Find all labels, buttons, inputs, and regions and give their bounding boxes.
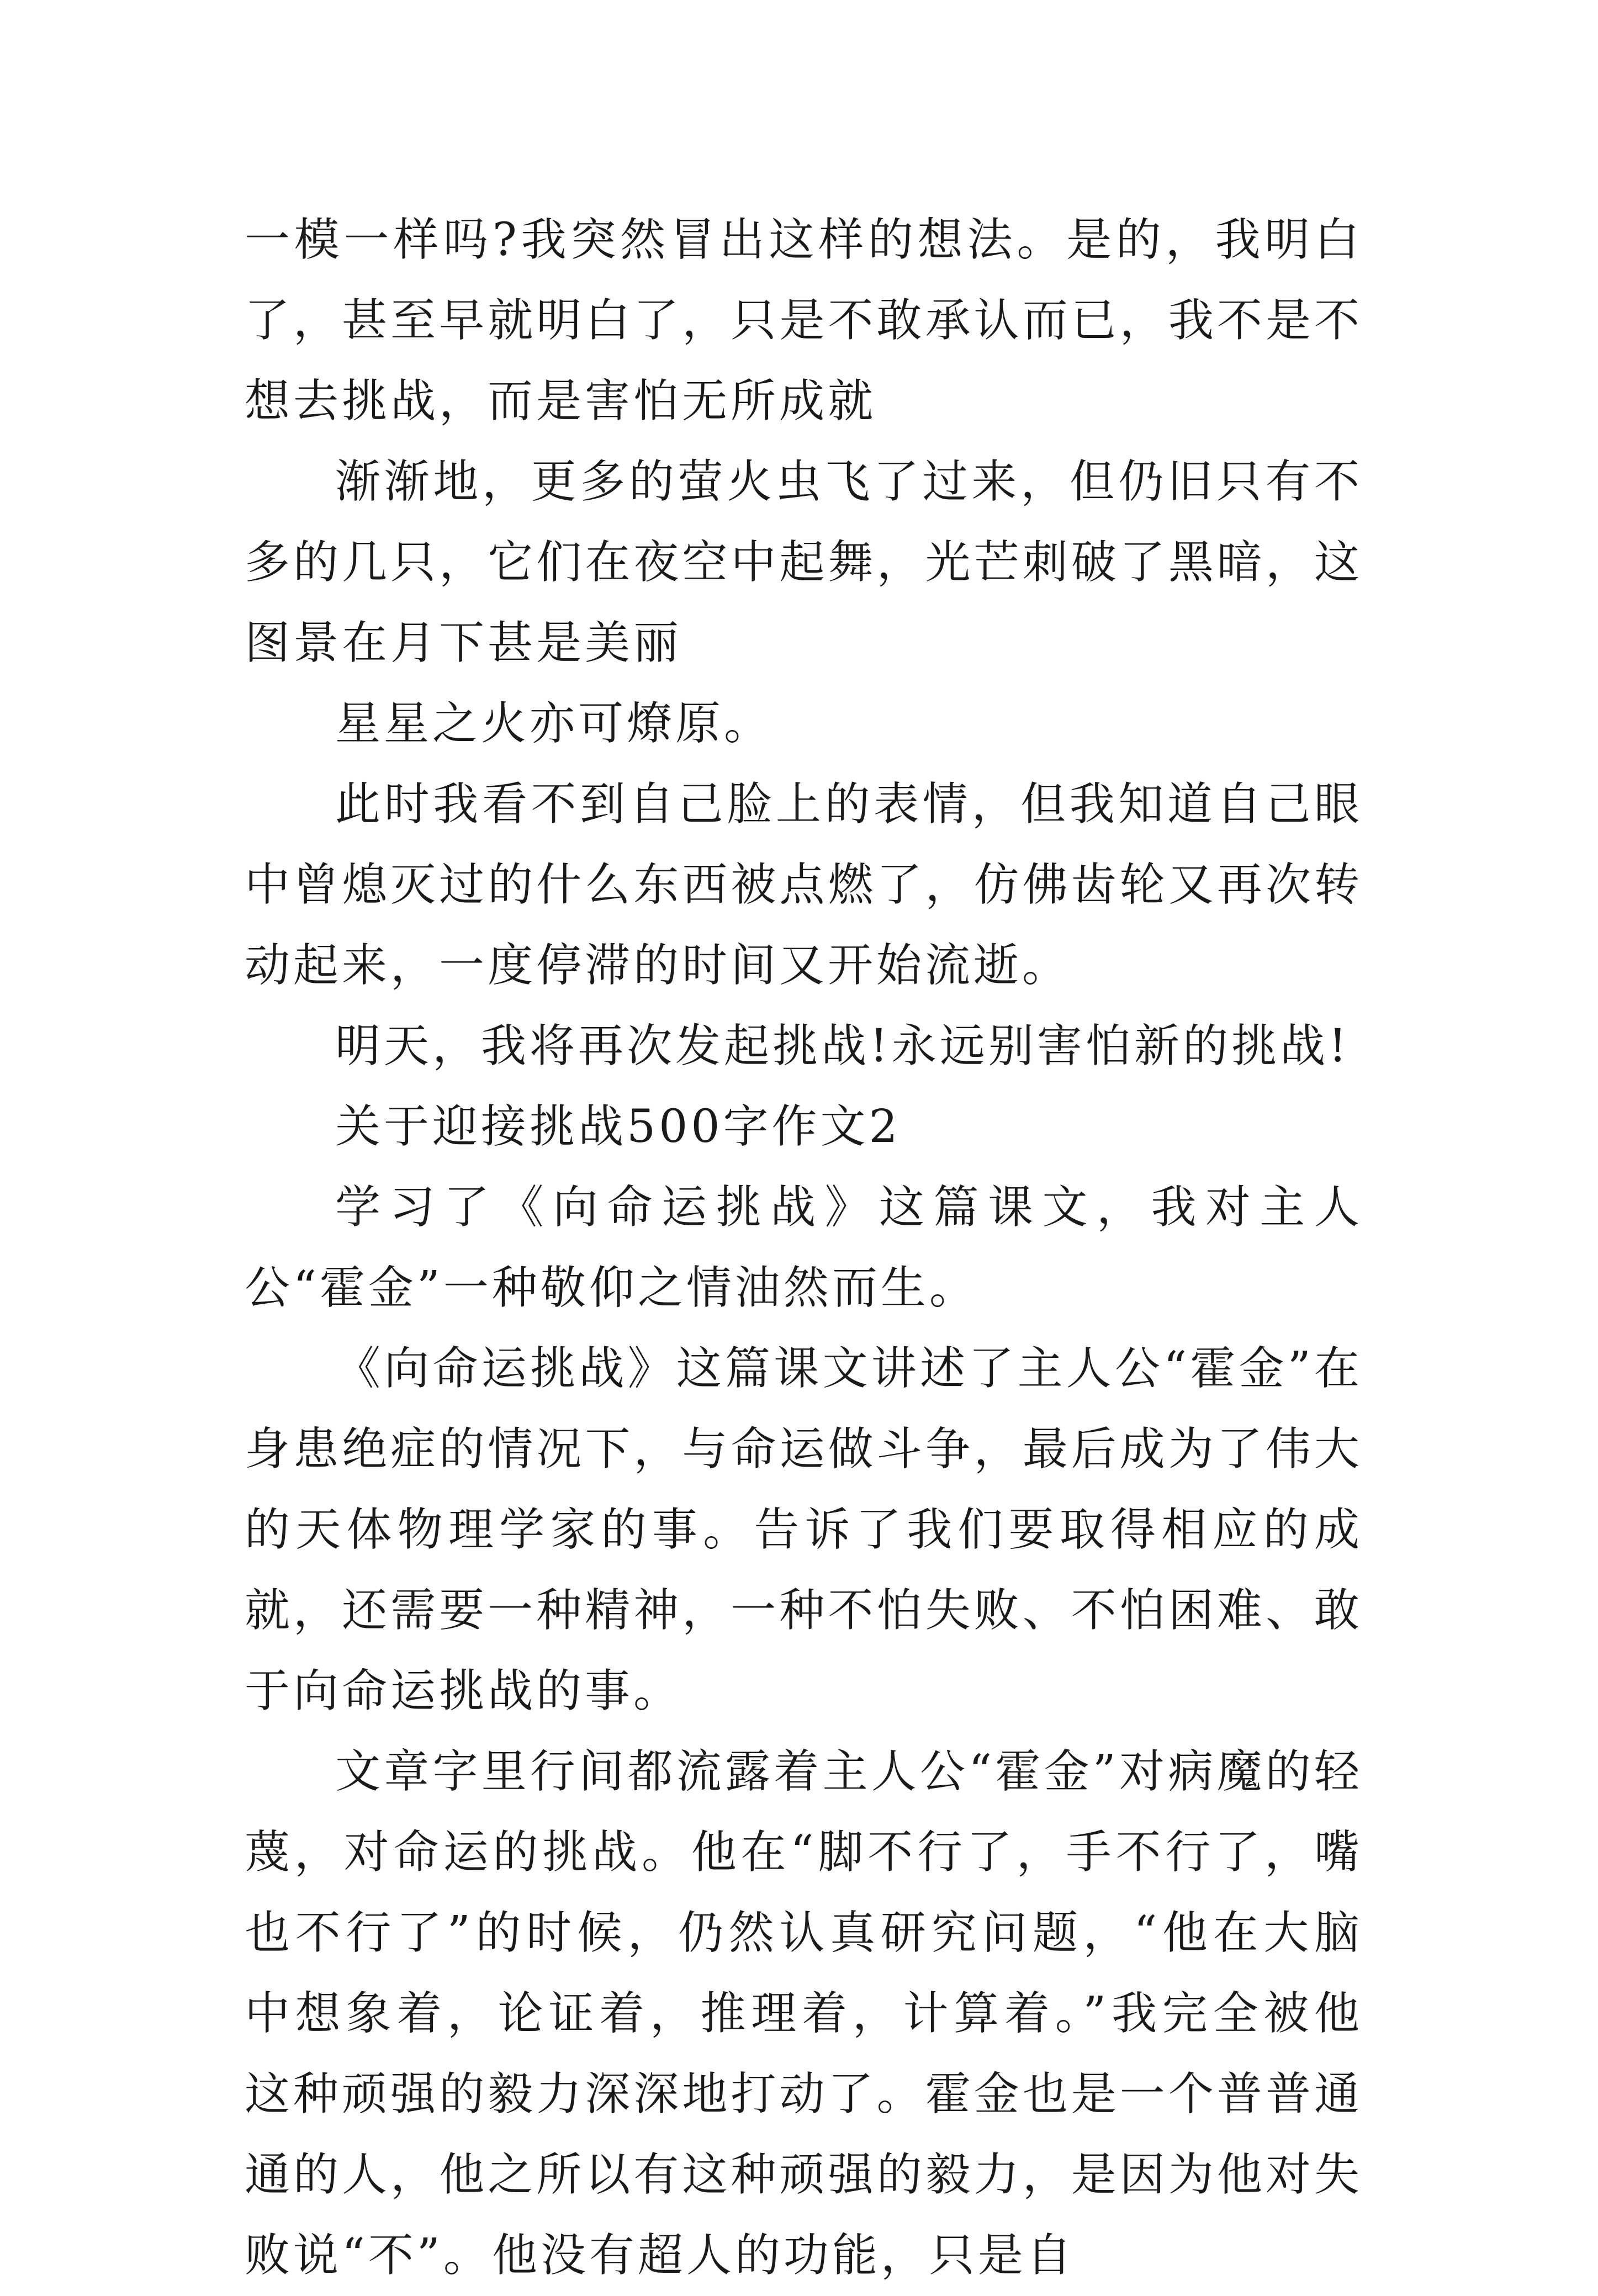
document-body (245, 200, 1363, 2296)
paragraph: 学习了《向命运挑战》这篇课文，我对主人公“霍金”一种敬仰之情油然而生。 (245, 1181, 1363, 1314)
paragraph: 星星之火亦可燎原。 (335, 697, 773, 750)
paragraph: 文章字里行间都流露着主人公“霍金”对病魔的轻蔑，对命运的挑战。他在“脚不行了，手不行了，嘴也不行了”的时候，仍然认真研究问题，“他在大脑中想象着，论证着，推理着，计算着。”我完全被他这种顽强的毅力深深地打动了。霍金也是一个普普通通的人，他之所以有这种顽强的毅力，是因为他对失败说“不”。他没有超人的功能，只是自 (245, 1745, 1363, 2282)
paragraph: 一模一样吗?我突然冒出这样的想法。是的，我明白了，甚至早就明白了，只是不敢承认而已，我不是不想去挑战，而是害怕无所成就 (245, 214, 1363, 427)
paragraph: 此时我看不到自己脸上的表情，但我知道自己眼中曾熄灭过的什么东西被点燃了，仿佛齿轮又再次转动起来，一度停滞的时间又开始流逝。 (245, 778, 1363, 992)
paragraph: 明天，我将再次发起挑战!永远别害怕新的挑战! (335, 1020, 1350, 1072)
paragraph: 渐渐地，更多的萤火虫飞了过来，但仍旧只有不多的几只，它们在夜空中起舞，光芒刺破了黑暗，这图景在月下甚是美丽 (245, 456, 1363, 669)
paragraph: 《向命运挑战》这篇课文讲述了主人公“霍金”在身患绝症的情况下，与命运做斗争，最后成为了伟大的天体物理学家的事。告诉了我们要取得相应的成就，还需要一种精神，一种不怕失败、不怕困难、敢于向命运挑战的事。 (245, 1342, 1363, 1717)
section-heading: 关于迎接挑战500字作文2 (335, 1101, 901, 1153)
